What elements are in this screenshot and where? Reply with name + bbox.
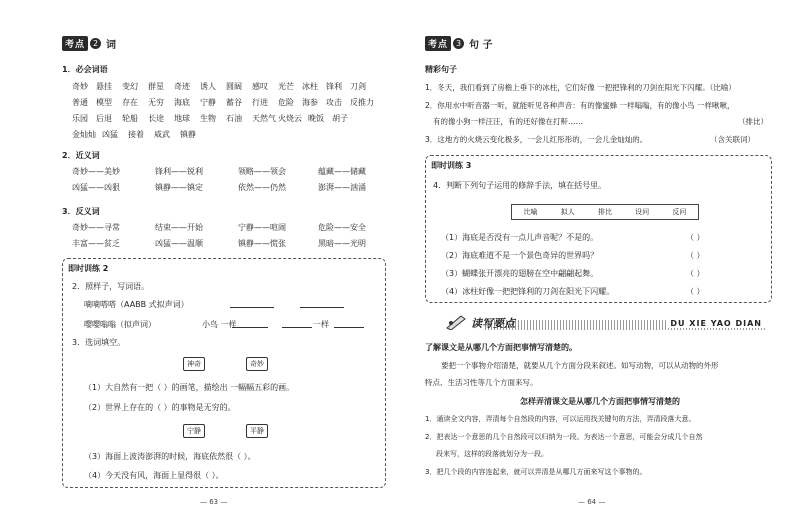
exercise-title: 即时训练 2: [68, 264, 109, 273]
word: 威武: [154, 130, 170, 139]
point-heading-1: 了解课文是从哪几个方面把事情写清楚的。: [425, 343, 577, 352]
sentence-2a: 2．你用水中听音器一听，就能听见各种声音：有的像蜜蜂 一样嗡嗡，有的像小鸟 一样啾啾，: [425, 101, 735, 110]
sentence-3-note: （含关联词）: [710, 135, 755, 144]
step-3: 3．把几个段的内容连起来，就可以弄清是从哪几方面来写这个事物的。: [425, 468, 647, 476]
word: 生物: [200, 114, 216, 123]
word: 地球: [174, 114, 190, 123]
word: 凶猛: [102, 130, 118, 139]
blank[interactable]: [230, 299, 274, 308]
step-2a: 2．把表达一个意思的几个自然段可以归纳为一段。为表达一个意思，可能会分成几个自然: [425, 433, 703, 441]
word: 冰柱: [302, 82, 318, 91]
page-number: — 63 —: [200, 498, 228, 506]
word: 奇妙: [72, 82, 88, 91]
word-choice-box: 宁静: [183, 424, 205, 438]
word: 海底: [174, 98, 190, 107]
synonym: 蕴藏——储藏: [318, 167, 366, 176]
word-choice-box: 平静: [246, 424, 268, 438]
tag-num: 2: [90, 38, 101, 49]
synonym: 领略——领会: [238, 167, 286, 176]
word: 锋利: [326, 82, 342, 91]
answer-paren[interactable]: （ ）: [686, 269, 705, 278]
rhetoric-options: [511, 204, 699, 220]
section-tag-sentences: [425, 36, 493, 51]
word: 无穷: [148, 98, 164, 107]
answer-paren[interactable]: （ ）: [686, 287, 705, 296]
word: 天然气: [252, 114, 276, 123]
synonym: 奇妙——美妙: [72, 167, 120, 176]
option: 比喻: [523, 208, 538, 216]
word: 诱人: [200, 82, 216, 91]
question-2: 2．照样子，写词语。: [72, 282, 150, 291]
exercise-box-3: [425, 155, 772, 303]
antonym: 危险——安全: [318, 223, 366, 232]
tag-box: 考点: [425, 36, 451, 51]
banner-title: 读写要点: [471, 317, 515, 330]
word: 攻击: [326, 98, 342, 107]
word: 变幻: [122, 82, 138, 91]
antonym: 结束——开始: [155, 223, 203, 232]
word: 蓄谷: [226, 98, 242, 107]
word: 镇静: [180, 130, 196, 139]
answer-paren[interactable]: （ ）: [686, 251, 705, 260]
word: 圆阔: [226, 82, 242, 91]
word: 危险: [278, 98, 294, 107]
word: 模型: [96, 98, 112, 107]
word: 行进: [252, 98, 268, 107]
word: 反推力: [350, 98, 374, 107]
example-b-end: 一样: [313, 320, 329, 329]
word: 群星: [148, 82, 164, 91]
page-number: — 64 —: [578, 498, 606, 506]
synonym: 澎湃——汹涌: [318, 183, 366, 192]
word: 轮船: [122, 114, 138, 123]
word: 宁静: [200, 98, 216, 107]
word: 乐园: [72, 114, 88, 123]
option: 拟人: [560, 208, 575, 216]
word-choice-box: 奇妙: [246, 357, 268, 371]
blank[interactable]: [282, 319, 312, 328]
words-row-3: [72, 113, 356, 124]
word-choice-box: 神奇: [183, 357, 205, 371]
reading-writing-banner: [445, 317, 765, 331]
tag-box: 考点: [62, 36, 88, 51]
word: 海参: [302, 98, 318, 107]
sentence-1: 1．冬天，我们看到了房檐上垂下的冰柱，它们好像 一把把锋利的刀剑在阳光下闪耀。（比喻）: [425, 83, 736, 92]
word: 金灿灿: [72, 130, 96, 139]
option: 设问: [635, 208, 650, 216]
antonym: 黑暗——光明: [318, 239, 366, 248]
synonym: 锋利——锐利: [155, 167, 203, 176]
blank[interactable]: [300, 299, 344, 308]
sentence-2-note: （排比）: [738, 117, 768, 126]
banner-pinyin: DU XIE YAO DIAN: [667, 319, 765, 328]
exercise-title: 即时训练 3: [431, 161, 472, 170]
point-text-1: 要把一个事物介绍清楚，就要从几个方面分段来叙述。如写动物，可以从动物的外形: [441, 361, 719, 370]
step-2b: 段来写，这样的段落就划分为一段。: [436, 450, 548, 458]
word: 光芒: [278, 82, 294, 91]
word: 火烧云: [278, 114, 302, 123]
sentence-3: 3．这地方的火烧云变化极多，一会儿红彤彤的，一会儿金灿灿的。: [425, 135, 648, 144]
word: 感叹: [252, 82, 268, 91]
step-1: 1．通读全文内容，弄清每个自然段的内容，可以运用找关键句的方法，弄清段落大意。: [425, 415, 696, 423]
tag-title: 词: [106, 40, 117, 51]
tag-num: 3: [453, 38, 464, 49]
words-row-1: [72, 81, 374, 92]
question-4: 4．判断下列句子运用的修辞手法，填在括号里。: [433, 181, 607, 190]
synonym: 凶猛——凶狠: [72, 183, 120, 192]
heading-antonyms: 3．反义词: [62, 207, 100, 216]
question-3: 3．选词填空。: [72, 338, 126, 347]
item-2: （2）海底难道不是一个景色奇异的世界吗？: [441, 251, 599, 260]
fill-sentence-2: （2）世界上存在的（ ）的事物是无穷的。: [84, 403, 236, 412]
section-tag-words: [62, 36, 116, 51]
word: 石油: [226, 114, 242, 123]
word: 存在: [122, 98, 138, 107]
word: 刀剑: [350, 82, 366, 91]
point-heading-2: 怎样弄清课文是从哪几个方面把事情写清楚的: [520, 397, 680, 406]
word: 普通: [72, 98, 88, 107]
word: 长途: [148, 114, 164, 123]
item-3: （3）蝴蝶张开漂亮的翅膀在空中翩翩起舞。: [441, 269, 599, 278]
example-b: 嘤嘤嗡嗡（拟声词）: [84, 320, 156, 329]
antonym: 宁静——喧闹: [238, 223, 286, 232]
sentence-2b: 有的像小狗一样汪汪，有的还好像在打鼾……: [433, 117, 583, 126]
antonym: 凶猛——温顺: [155, 239, 203, 248]
word: 晚饭: [308, 114, 324, 123]
tag-title: 句 子: [469, 40, 493, 51]
heading-synonyms: 2．近义词: [62, 151, 100, 160]
example-b-mid: 小鸟 一样: [202, 320, 237, 329]
word: 后退: [96, 114, 112, 123]
word: 胡子: [332, 114, 348, 123]
item-1: （1）海底是否没有一点儿声音呢？不是的。: [441, 233, 599, 242]
word: 奇迹: [174, 82, 190, 91]
pencil-icon: [445, 314, 469, 330]
example-a: 嘀嘀嗒嗒（AABB 式拟声词）: [84, 300, 189, 309]
heading-wonderful-sentences: 精彩句子: [425, 65, 457, 74]
word: 悬挂: [96, 82, 112, 91]
heading-must-know: 1．必会词语: [62, 65, 108, 74]
option: 排比: [597, 208, 612, 216]
words-row-4: [72, 129, 206, 140]
word: 接着: [128, 130, 144, 139]
words-row-2: [72, 97, 380, 108]
point-text-2: 特点、生活习性等几个方面来写。: [425, 378, 538, 387]
synonym: 依然——仍然: [238, 183, 286, 192]
antonym: 奇妙——寻常: [72, 223, 120, 232]
blank[interactable]: [334, 319, 364, 328]
antonym: 丰富——贫乏: [72, 239, 120, 248]
fill-sentence-1: （1）大自然有一把（ ）的画笔，描绘出 一幅幅五彩的画。: [84, 383, 295, 392]
fill-sentence-4: （4）今天没有风，海面上显得很（ ）。: [84, 471, 224, 480]
item-4: （4）冰柱好像一把把锋利的刀剑在阳光下闪耀。: [441, 287, 615, 296]
option: 反问: [672, 208, 687, 216]
fill-sentence-3: （3）海面上波涛澎湃的时候，海底依然很（ ）。: [84, 452, 256, 461]
blank[interactable]: [232, 319, 268, 328]
answer-paren[interactable]: （ ）: [686, 233, 705, 242]
antonym: 镇静——慌张: [238, 239, 286, 248]
synonym: 镇静——镇定: [155, 183, 203, 192]
